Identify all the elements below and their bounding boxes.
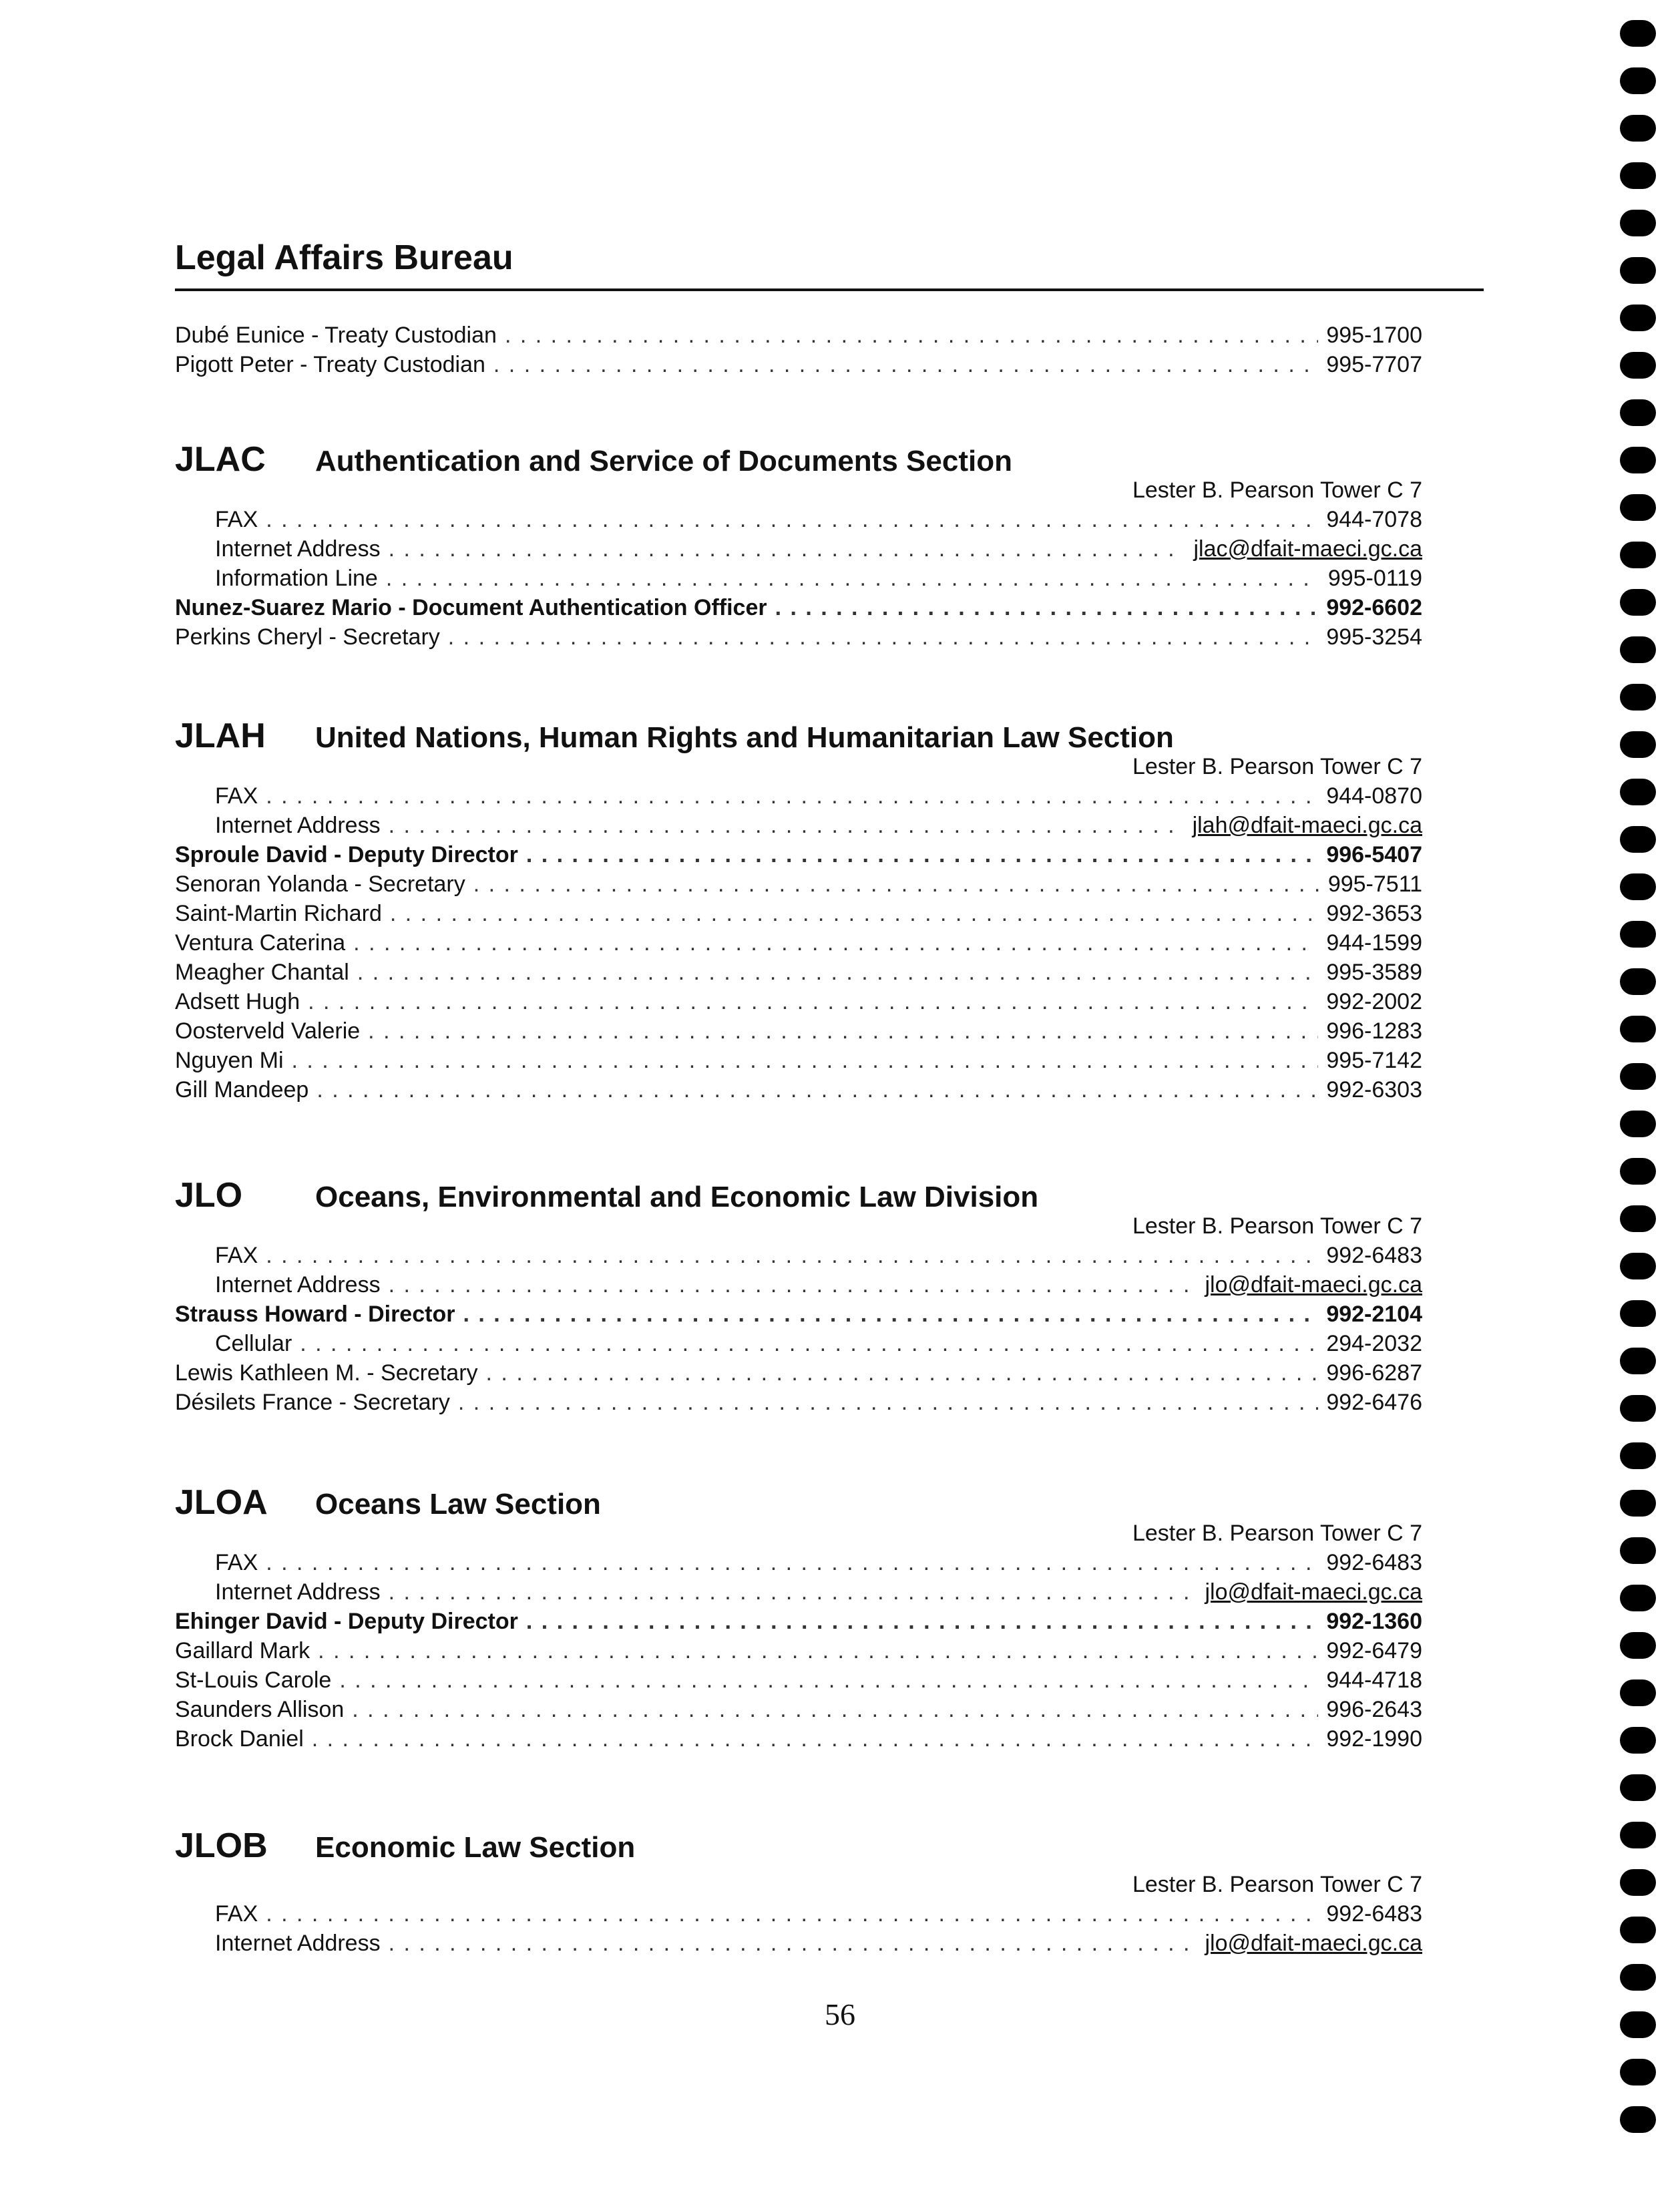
dot-leader: [493, 350, 1318, 379]
binding-hole: [1620, 2106, 1656, 2133]
binding-hole: [1620, 968, 1656, 995]
directory-row: [175, 869, 1422, 899]
entry-label: FAX: [215, 1901, 258, 1927]
dot-leader: [266, 1899, 1318, 1929]
entry-phone: 995-7707: [1326, 352, 1422, 377]
entry-label: Saunders Allison: [175, 1697, 345, 1722]
dot-leader: [300, 1329, 1318, 1358]
dot-leader: [526, 840, 1318, 869]
section-name: Economic Law Section: [315, 1831, 636, 1864]
dot-leader: [318, 1636, 1318, 1665]
entry-label: Ehinger David - Deputy Director: [175, 1609, 518, 1634]
binding-hole: [1620, 1111, 1656, 1137]
entry-phone: 992-2104: [1326, 1302, 1422, 1327]
entry-label: Internet Address: [215, 813, 381, 838]
entry-label: Brock Daniel: [175, 1726, 304, 1752]
binding-hole: [1620, 1632, 1656, 1659]
entry-label: St-Louis Carole: [175, 1667, 332, 1693]
binding-hole: [1620, 1348, 1656, 1374]
binding-hole: [1620, 1442, 1656, 1469]
email-link[interactable]: jlac@dfait-maeci.gc.ca: [1193, 536, 1422, 562]
dot-leader: [353, 928, 1318, 958]
email-link[interactable]: jlo@dfait-maeci.gc.ca: [1205, 1579, 1422, 1605]
entry-label: Saint-Martin Richard: [175, 901, 382, 926]
entry-phone: 995-0119: [1327, 566, 1422, 591]
binding-hole: [1620, 779, 1656, 805]
binding-hole: [1620, 1964, 1656, 1991]
entry-label: Pigott Peter - Treaty Custodian: [175, 352, 485, 377]
dot-leader: [448, 622, 1319, 652]
entry-label: FAX: [215, 507, 258, 532]
entry-label: Dubé Eunice - Treaty Custodian: [175, 323, 497, 348]
section-location: Lester B. Pearson Tower C 7: [1132, 754, 1422, 779]
directory-row: [175, 1300, 1422, 1329]
entry-label: Adsett Hugh: [175, 989, 300, 1014]
title-rule: [175, 288, 1484, 291]
section-code: JLOA: [175, 1483, 268, 1522]
entry-label: Ventura Caterina: [175, 930, 346, 956]
dot-leader: [389, 1270, 1197, 1300]
binding-hole: [1620, 1395, 1656, 1422]
directory-row: [175, 1016, 1422, 1046]
directory-row: [175, 534, 1422, 564]
entry-label: Gill Mandeep: [175, 1077, 309, 1103]
section-name: United Nations, Human Rights and Humanitarian Law Section: [315, 721, 1174, 754]
entry-phone: 996-5407: [1326, 842, 1422, 867]
dot-leader: [389, 1929, 1197, 1958]
binding-hole: [1620, 352, 1656, 379]
binding-hole: [1620, 826, 1656, 853]
binding-hole: [1620, 873, 1656, 900]
directory-row: [175, 593, 1422, 622]
binding-hole: [1620, 1205, 1656, 1232]
entry-label: Internet Address: [215, 536, 381, 562]
directory-row: [175, 958, 1422, 987]
entry-phone: 992-6483: [1326, 1901, 1422, 1927]
binding-hole: [1620, 1063, 1656, 1090]
directory-row: [175, 811, 1422, 840]
directory-row: [175, 622, 1422, 652]
section-heading: [175, 719, 1174, 753]
entry-label: FAX: [215, 1550, 258, 1575]
dot-leader: [526, 1607, 1318, 1636]
binding-hole: [1620, 1774, 1656, 1801]
entry-label: Oosterveld Valerie: [175, 1018, 361, 1044]
dot-leader: [463, 1300, 1318, 1329]
section-location: Lester B. Pearson Tower C 7: [1132, 1872, 1422, 1897]
binding-hole: [1620, 1917, 1656, 1943]
entry-phone: 996-1283: [1326, 1018, 1422, 1044]
entry-label: Strauss Howard - Director: [175, 1302, 455, 1327]
binding-hole: [1620, 1822, 1656, 1848]
entry-phone: 992-2002: [1326, 989, 1422, 1014]
entry-label: Sproule David - Deputy Director: [175, 842, 518, 867]
section-heading: [175, 442, 1012, 477]
dot-leader: [458, 1388, 1318, 1417]
dot-leader: [775, 593, 1319, 622]
binding-hole: [1620, 2059, 1656, 2085]
entry-phone: 995-1700: [1326, 323, 1422, 348]
section-location: Lester B. Pearson Tower C 7: [1132, 477, 1422, 503]
directory-row: [175, 1548, 1422, 1577]
binding-hole: [1620, 589, 1656, 616]
directory-row: [175, 1929, 1422, 1958]
binding-hole: [1620, 1679, 1656, 1706]
entry-label: Senoran Yolanda - Secretary: [175, 871, 465, 897]
dot-leader: [339, 1665, 1318, 1695]
entry-phone: 992-6479: [1326, 1638, 1422, 1663]
directory-row: [175, 840, 1422, 869]
section-heading: [175, 1178, 1038, 1213]
directory-row: [175, 1695, 1422, 1724]
entry-phone: 944-7078: [1326, 507, 1422, 532]
entry-phone: 996-6287: [1326, 1360, 1422, 1386]
dot-leader: [292, 1046, 1319, 1075]
section-name: Authentication and Service of Documents Section: [315, 445, 1012, 477]
directory-row: [175, 1577, 1422, 1607]
section-code: JLAC: [175, 440, 266, 479]
directory-row: [175, 1329, 1422, 1358]
entry-label: Lewis Kathleen M. - Secretary: [175, 1360, 478, 1386]
entry-label: Information Line: [215, 566, 378, 591]
binding-hole: [1620, 305, 1656, 331]
binding-hole: [1620, 162, 1656, 189]
section-heading: [175, 1828, 635, 1863]
section-code: JLOB: [175, 1826, 268, 1865]
entry-phone: 294-2032: [1326, 1331, 1422, 1356]
entry-phone: 992-6303: [1326, 1077, 1422, 1103]
section-code: JLAH: [175, 717, 266, 755]
directory-row: [175, 1075, 1422, 1105]
entry-label: Perkins Cheryl - Secretary: [175, 624, 440, 650]
section-name: Oceans Law Section: [315, 1488, 601, 1521]
entry-phone: 992-6476: [1326, 1390, 1422, 1415]
dot-leader: [352, 1695, 1318, 1724]
binding-hole: [1620, 636, 1656, 663]
entry-phone: 992-6483: [1326, 1550, 1422, 1575]
directory-row: [175, 1270, 1422, 1300]
bureau-title: Legal Affairs Bureau: [175, 238, 513, 277]
dot-leader: [486, 1358, 1319, 1388]
entry-label: Nunez-Suarez Mario - Document Authentication Officer: [175, 595, 767, 620]
dot-leader: [389, 811, 1185, 840]
section-name: Oceans, Environmental and Economic Law Division: [315, 1181, 1039, 1213]
dot-leader: [390, 899, 1318, 928]
binding-hole: [1620, 684, 1656, 711]
dot-leader: [266, 1548, 1318, 1577]
dot-leader: [317, 1075, 1318, 1105]
directory-row: [175, 899, 1422, 928]
binding-hole: [1620, 1253, 1656, 1279]
binding-hole: [1620, 399, 1656, 426]
dot-leader: [389, 1577, 1197, 1607]
binding-hole: [1620, 1016, 1656, 1042]
entry-phone: 944-4718: [1326, 1667, 1422, 1693]
binding-hole: [1620, 115, 1656, 142]
binding-hole: [1620, 1490, 1656, 1517]
entry-label: Internet Address: [215, 1579, 381, 1605]
spiral-binding-holes: [1620, 20, 1656, 2170]
email-link[interactable]: jlo@dfait-maeci.gc.ca: [1205, 1931, 1422, 1956]
binding-hole: [1620, 731, 1656, 758]
directory-row: [175, 564, 1422, 593]
dot-leader: [312, 1724, 1319, 1754]
directory-row: [175, 505, 1422, 534]
entry-phone: 992-6602: [1326, 595, 1422, 620]
binding-hole: [1620, 1585, 1656, 1611]
entry-label: Gaillard Mark: [175, 1638, 310, 1663]
directory-row: [175, 1046, 1422, 1075]
entry-phone: 992-1360: [1326, 1609, 1422, 1634]
entry-phone: 995-3254: [1326, 624, 1422, 650]
entry-phone: 995-7511: [1327, 871, 1422, 897]
entry-label: FAX: [215, 783, 258, 809]
binding-hole: [1620, 542, 1656, 568]
entry-label: FAX: [215, 1243, 258, 1268]
section-location: Lester B. Pearson Tower C 7: [1132, 1213, 1422, 1239]
entry-label: Internet Address: [215, 1272, 381, 1298]
dot-leader: [266, 505, 1318, 534]
binding-hole: [1620, 494, 1656, 521]
entry-label: Cellular: [215, 1331, 292, 1356]
dot-leader: [505, 321, 1318, 350]
binding-hole: [1620, 1537, 1656, 1564]
directory-row: [175, 781, 1422, 811]
binding-hole: [1620, 257, 1656, 284]
binding-hole: [1620, 1158, 1656, 1185]
directory-row: [175, 928, 1422, 958]
directory-row: [175, 1899, 1422, 1929]
entry-label: Désilets France - Secretary: [175, 1390, 450, 1415]
entry-label: Internet Address: [215, 1931, 381, 1956]
directory-row: [175, 1636, 1422, 1665]
dot-leader: [357, 958, 1318, 987]
directory-row: [175, 321, 1422, 350]
directory-row: [175, 987, 1422, 1016]
entry-phone: 996-2643: [1326, 1697, 1422, 1722]
entry-label: Meagher Chantal: [175, 960, 349, 985]
binding-hole: [1620, 210, 1656, 236]
entry-phone: 992-6483: [1326, 1243, 1422, 1268]
binding-hole: [1620, 447, 1656, 473]
dot-leader: [386, 564, 1320, 593]
entry-phone: 995-7142: [1326, 1048, 1422, 1073]
dot-leader: [473, 869, 1320, 899]
binding-hole: [1620, 2011, 1656, 2038]
directory-row: [175, 350, 1422, 379]
dot-leader: [389, 534, 1186, 564]
section-code: JLO: [175, 1176, 243, 1215]
directory-row: [175, 1665, 1422, 1695]
section-location: Lester B. Pearson Tower C 7: [1132, 1521, 1422, 1546]
entry-phone: 944-1599: [1326, 930, 1422, 956]
dot-leader: [368, 1016, 1318, 1046]
binding-hole: [1620, 67, 1656, 94]
entry-label: Nguyen Mi: [175, 1048, 284, 1073]
directory-row: [175, 1388, 1422, 1417]
dot-leader: [266, 1241, 1318, 1270]
directory-row: [175, 1724, 1422, 1754]
dot-leader: [266, 781, 1318, 811]
binding-hole: [1620, 1300, 1656, 1327]
entry-phone: 992-1990: [1326, 1726, 1422, 1752]
email-link[interactable]: jlo@dfait-maeci.gc.ca: [1205, 1272, 1422, 1298]
entry-phone: 944-0870: [1326, 783, 1422, 809]
entry-phone: 995-3589: [1326, 960, 1422, 985]
binding-hole: [1620, 20, 1656, 47]
entry-phone: 992-3653: [1326, 901, 1422, 926]
directory-row: [175, 1241, 1422, 1270]
page-number: 56: [825, 1997, 855, 2031]
email-link[interactable]: jlah@dfait-maeci.gc.ca: [1192, 813, 1422, 838]
dot-leader: [308, 987, 1318, 1016]
directory-row: [175, 1607, 1422, 1636]
binding-hole: [1620, 921, 1656, 948]
binding-hole: [1620, 1727, 1656, 1754]
directory-row: [175, 1358, 1422, 1388]
section-heading: [175, 1485, 601, 1520]
binding-hole: [1620, 1869, 1656, 1896]
